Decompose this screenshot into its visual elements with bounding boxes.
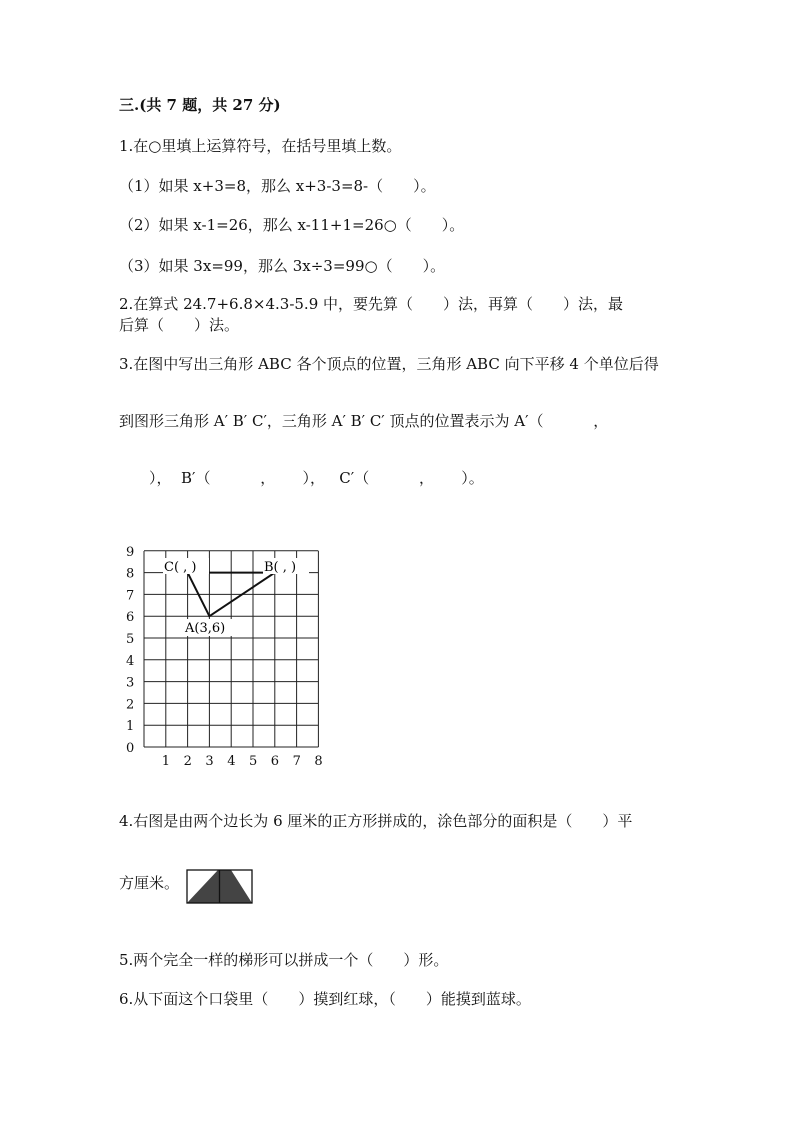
y-tick-label: 4	[126, 653, 135, 669]
label-c: C( , )	[164, 560, 197, 575]
question-3-line-2: 到图形三角形 A′ B′ C′，三角形 A′ B′ C′ 顶点的位置表示为 A′（ ，	[119, 412, 609, 430]
question-4-line-2: 方厘米。	[119, 874, 180, 892]
y-tick-label: 2	[126, 697, 135, 713]
x-tick-label: 4	[227, 754, 236, 769]
y-tick-label: 8	[126, 566, 135, 582]
x-tick-label: 6	[270, 754, 280, 769]
coordinate-grid	[118, 540, 328, 772]
question-3-line-1: 3.在图中写出三角形 ABC 各个顶点的位置，三角形 ABC 向下平移 4 个单位后得	[119, 355, 659, 373]
label-b: B( , )	[264, 560, 297, 575]
question-4-line-1: 4.右图是由两个边长为 6 厘米的正方形拼成的，涂色部分的面积是（ ）平	[119, 812, 633, 830]
question-1-item-1: （1）如果 x+3=8，那么 x+3-3=8-（ ）。	[119, 177, 436, 195]
y-tick-label: 3	[126, 675, 135, 691]
x-tick-label: 5	[249, 754, 258, 769]
question-2-line-2: 后算（ ）法。	[119, 316, 240, 334]
x-tick-label: 3	[205, 754, 214, 769]
y-tick-label: 7	[126, 588, 135, 604]
y-tick-label: 1	[126, 719, 135, 735]
x-tick-label: 7	[292, 754, 301, 769]
two-squares-figure	[186, 869, 254, 905]
question-3-line-3: ）， B′（ ， ）， C′（ ， ）。	[119, 469, 484, 487]
question-5: 5.两个完全一样的梯形可以拼成一个（ ）形。	[119, 951, 449, 969]
y-tick-label: 0	[126, 741, 135, 756]
question-6: 6.从下面这个口袋里（ ）摸到红球，（ ）能摸到蓝球。	[119, 990, 531, 1008]
y-tick-label: 9	[126, 544, 135, 560]
question-1-item-3: （3）如果 3x=99，那么 3x÷3=99○（ ）。	[119, 257, 446, 275]
x-tick-label: 1	[161, 754, 171, 769]
y-tick-label: 6	[126, 610, 135, 626]
question-1-item-2: （2）如果 x-1=26，那么 x-11+1=26○（ ）。	[119, 216, 465, 234]
x-tick-label: 2	[183, 754, 192, 769]
y-tick-label: 5	[126, 632, 135, 647]
question-1-stem: 1.在○里填上运算符号，在括号里填上数。	[119, 137, 402, 155]
question-2-line-1: 2.在算式 24.7+6.8×4.3-5.9 中，要先算（ ）法，再算（ ）法，最	[119, 295, 624, 313]
section-title: 三.(共 7 题，共 27 分)	[119, 96, 281, 114]
x-tick-label: 8	[314, 754, 323, 769]
label-a: A(3,6)	[185, 621, 226, 636]
